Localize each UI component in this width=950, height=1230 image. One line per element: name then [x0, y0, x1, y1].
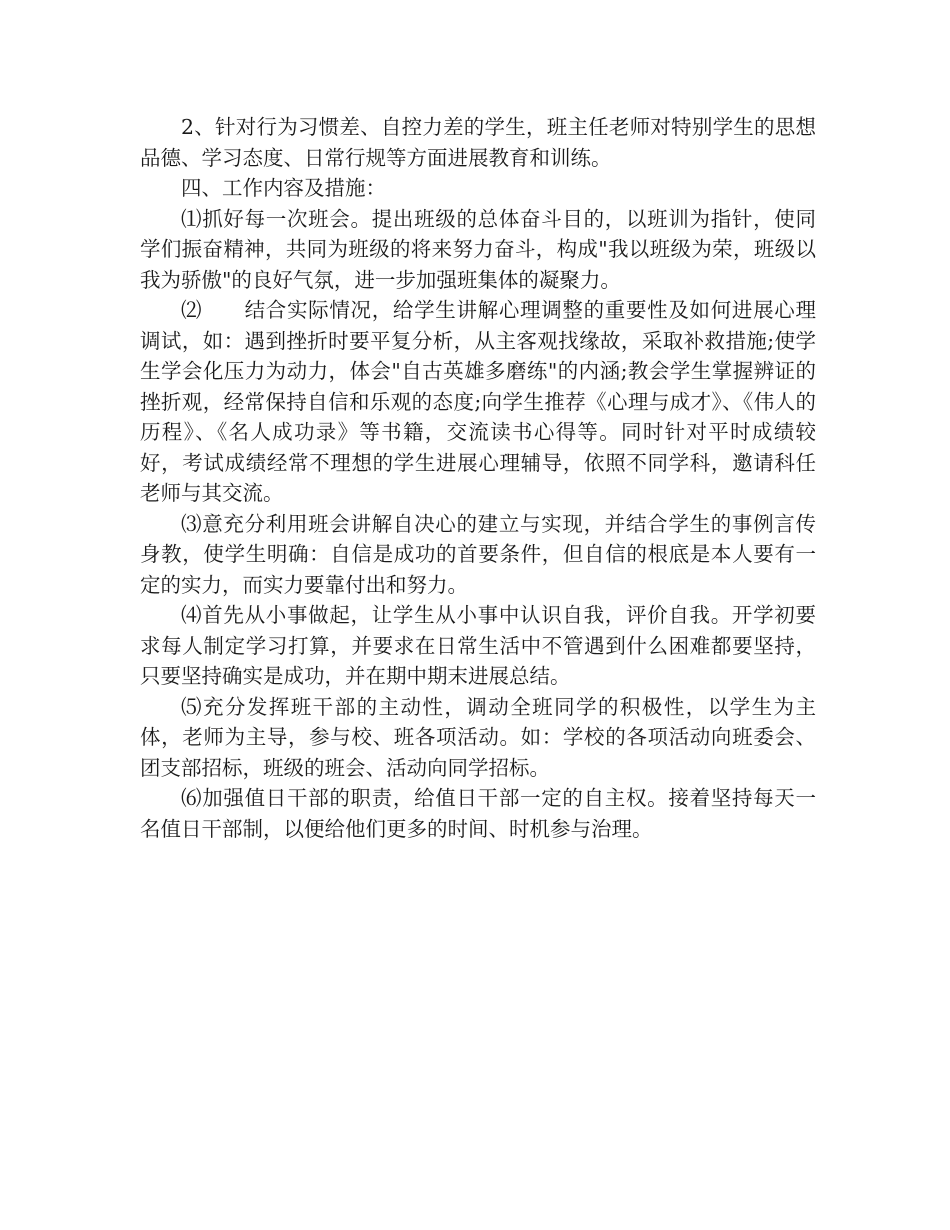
paragraph-behavior-training: 2、针对行为习惯差、自控力差的学生，班主任老师对特别学生的思想品德、学习态度、日常行规等方面进展教育和训练。	[140, 115, 816, 170]
paragraph-item-1-class-meeting: ⑴抓好每一次班会。提出班级的总体奋斗目的，以班训为指针，使同学们振奋精神，共同为班级的将来努力奋斗，构成"我以班级为荣，班级以我为骄傲"的良好气氛，进一步加强班集体的凝聚力。	[140, 206, 816, 292]
paragraph-item-6-duty-cadres: ⑹加强值日干部的职责，给值日干部一定的自主权。接着坚持每天一名值日干部制，以便给他们更多的时间、时机参与治理。	[140, 786, 816, 841]
document-page	[140, 112, 816, 844]
section-heading-work-content: 四、工作内容及措施：	[181, 176, 386, 200]
paragraph-item-2-psychology: ⑵ 结合实际情况，给学生讲解心理调整的重要性及如何进展心理调试，如：遇到挫折时要平复分析，从主客观找缘故，采取补救措施;使学生学会化压力为动力，体会"自古英雄多磨练"的内涵;教会学生掌握辨证的挫折观，经常保持自信和乐观的态度;向学生推荐《心理与成才》、《伟人的历程》、《名人成功录》等书籍，交流读书心得等。同时针对平时成绩较好，考试成绩经常不理想的学生进展心理辅导，依照不同学科，邀请科任老师与其交流。	[140, 298, 816, 505]
paragraph-item-5-class-cadres: ⑸充分发挥班干部的主动性，调动全班同学的积极性，以学生为主体，老师为主导，参与校、班各项活动。如：学校的各项活动向班委会、团支部招标，班级的班会、活动向同学招标。	[140, 694, 816, 780]
paragraph-item-4-small-things: ⑷首先从小事做起，让学生从小事中认识自我，评价自我。开学初要求每人制定学习打算，并要求在日常生活中不管遇到什么困难都要坚持，只要坚持确实是成功，并在期中期末进展总结。	[140, 603, 816, 688]
paragraph-item-3-confidence: ⑶意充分利用班会讲解自决心的建立与实现，并结合学生的事例言传身教，使学生明确：自信是成功的首要条件，但自信的根底是本人要有一定的实力，而实力要靠付出和努力。	[140, 511, 816, 597]
